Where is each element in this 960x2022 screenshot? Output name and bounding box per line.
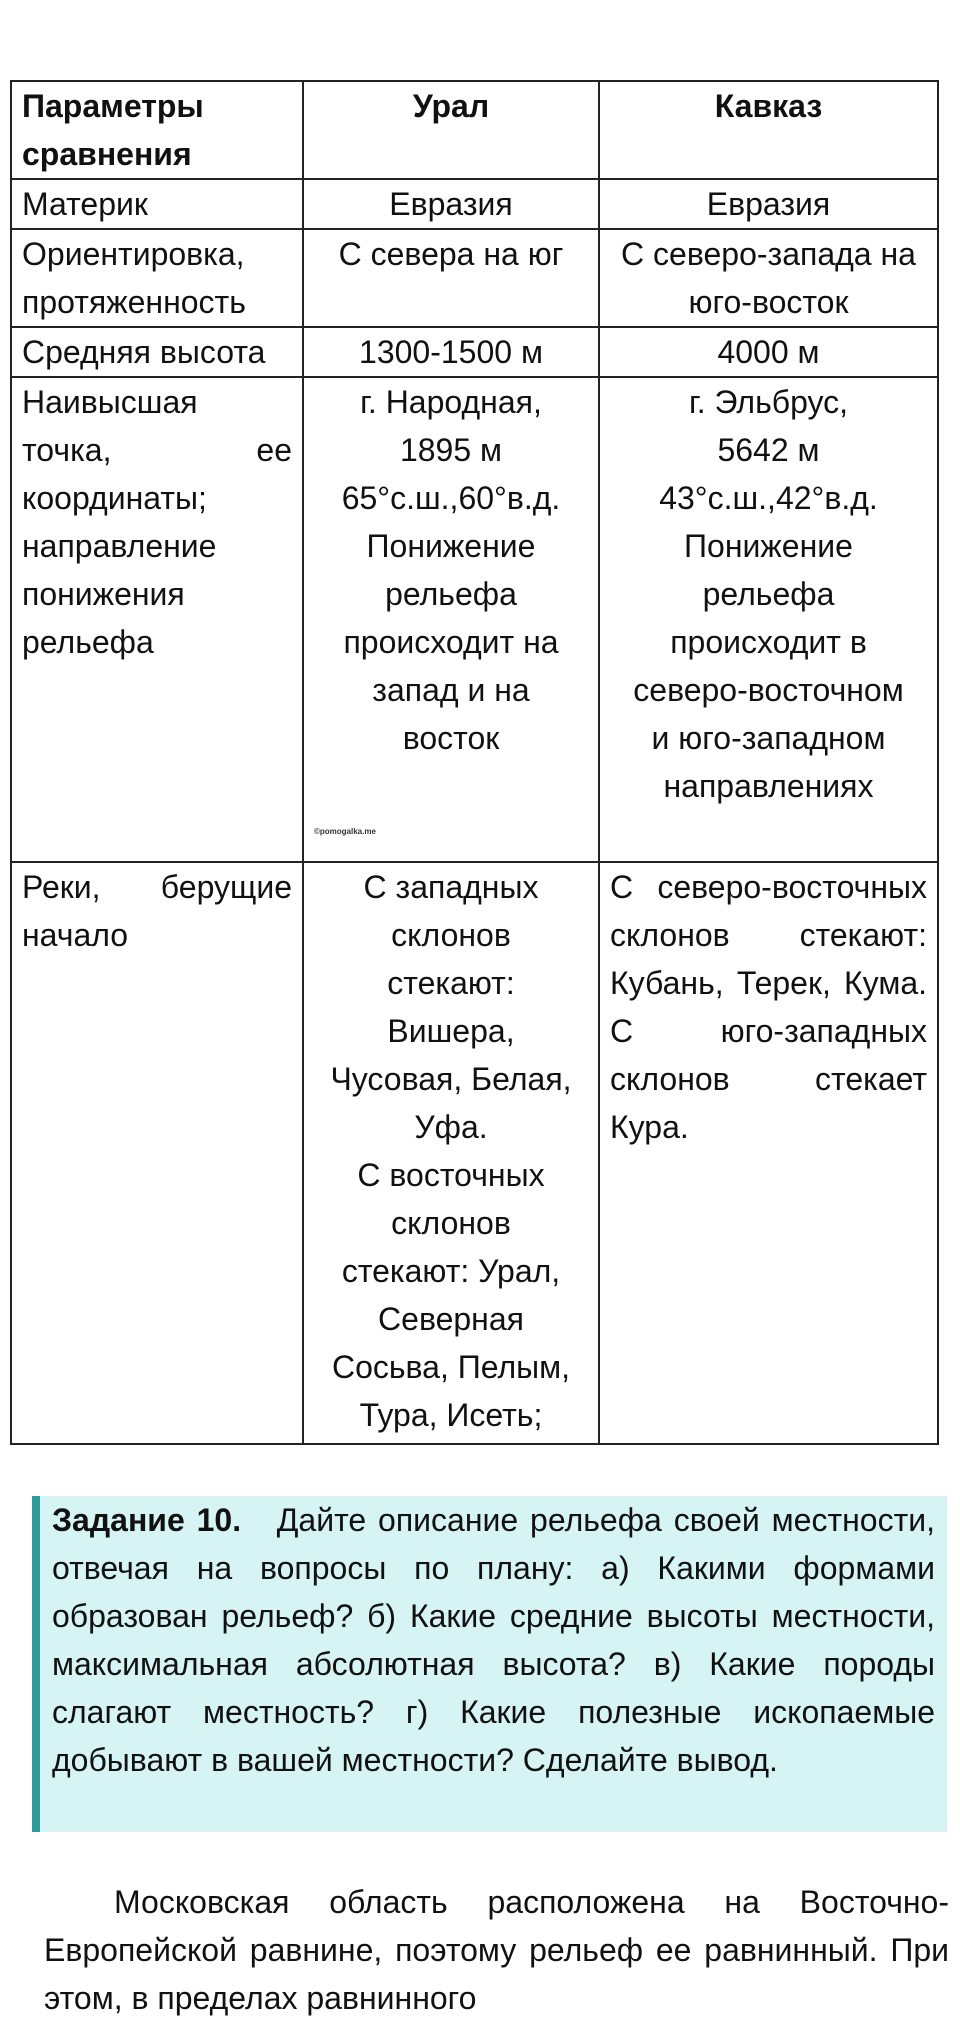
row-ural-value: [303, 377, 599, 862]
cell-line: запад и на: [372, 672, 530, 708]
cell-line: северо-восточном: [633, 672, 904, 708]
cell-line: 43°с.ш.,42°в.д.: [659, 480, 878, 516]
task-label: Задание 10.: [52, 1502, 242, 1538]
cell-line: Северная: [378, 1301, 524, 1337]
cell-line: происходит на: [343, 624, 559, 660]
cell-line: 5642 м: [717, 432, 820, 468]
cell-line: 65°с.ш.,60°в.д.: [341, 480, 561, 516]
table-row: [11, 327, 938, 377]
row-kavkaz-value: 4000 м: [599, 327, 938, 377]
cell-line: Чусовая, Белая,: [330, 1061, 572, 1097]
row-ural-value: Евразия: [303, 179, 599, 229]
table-header-row: [11, 81, 938, 179]
answer-paragraph: Московская область расположена на Восточно-Европейской равнине, поэтому рельеф ее равнинный. При этом, в пределах равнинного: [44, 1884, 949, 2016]
row-kavkaz-value: С северо-восточных склонов стекают: Кубань, Терек, Кума. С юго-западных склонов стекает Кура.: [599, 862, 938, 1444]
row-param: Средняя высота: [11, 327, 303, 377]
table-row: [11, 862, 938, 1444]
row-ural-value: 1300-1500 м: [303, 327, 599, 377]
row-ural-value: С севера на юг: [303, 229, 599, 327]
row-kavkaz-value: С северо-запада на юго-восток: [599, 229, 938, 327]
cell-line: Уфа.: [414, 1109, 488, 1145]
cell-line: направлениях: [663, 768, 874, 804]
cell-line: склонов: [391, 917, 511, 953]
header-cell-ural: Урал: [303, 81, 599, 179]
cell-line: Сосьва, Пелым,: [331, 1349, 571, 1385]
table-row: [11, 229, 938, 327]
cell-line: 1895 м: [399, 432, 503, 468]
cell-line: восток: [402, 720, 500, 756]
cell-line: происходит в: [670, 624, 867, 660]
header-cell-params: Параметры сравнения: [11, 81, 303, 179]
header-cell-kavkaz: Кавказ: [599, 81, 938, 179]
cell-line: и юго-западном: [651, 720, 886, 756]
cell-line: С восточных: [357, 1157, 545, 1193]
row-param: Реки, берущие начало: [11, 862, 303, 1444]
row-kavkaz-value: [599, 377, 938, 862]
row-param: Материк: [11, 179, 303, 229]
cell-line: С западных: [363, 869, 539, 905]
task-box: [32, 1496, 947, 1832]
cell-line: Понижение: [684, 528, 853, 564]
row-param: Наивысшая точка, ее координаты; направление понижения рельефа: [11, 377, 303, 862]
cell-line: Тура, Исеть;: [359, 1397, 543, 1433]
task-text: Дайте описание рельефа своей местности, отвечая на вопросы по плану: а) Какими формами образован рельеф? б) Какие средние высоты местности, максимальная абсолютная высота? в) Какие породы слагают местность? г) Какие полезные ископаемые добывают в вашей местности? Сделайте вывод.: [52, 1502, 936, 1778]
row-kavkaz-value: Евразия: [599, 179, 938, 229]
cell-line: рельефа: [702, 576, 835, 612]
table-row: [11, 377, 938, 862]
watermark: ©pomogalka.me: [314, 827, 376, 836]
cell-line: г. Эльбрус,: [688, 384, 849, 420]
task-paragraph: [52, 1496, 935, 1784]
cell-line: стекают:: [387, 965, 515, 1001]
cell-line: склонов: [391, 1205, 511, 1241]
row-ural-value: [303, 862, 599, 1444]
cell-line: стекают: Урал,: [341, 1253, 561, 1289]
cell-line: Вишера,: [387, 1013, 515, 1049]
cell-line: Понижение: [366, 528, 536, 564]
table-row: [11, 179, 938, 229]
cell-line: рельефа: [385, 576, 517, 612]
cell-line: г. Народная,: [360, 384, 542, 420]
comparison-table: [10, 80, 939, 1445]
row-param: Ориентировка, протяженность: [11, 229, 303, 327]
